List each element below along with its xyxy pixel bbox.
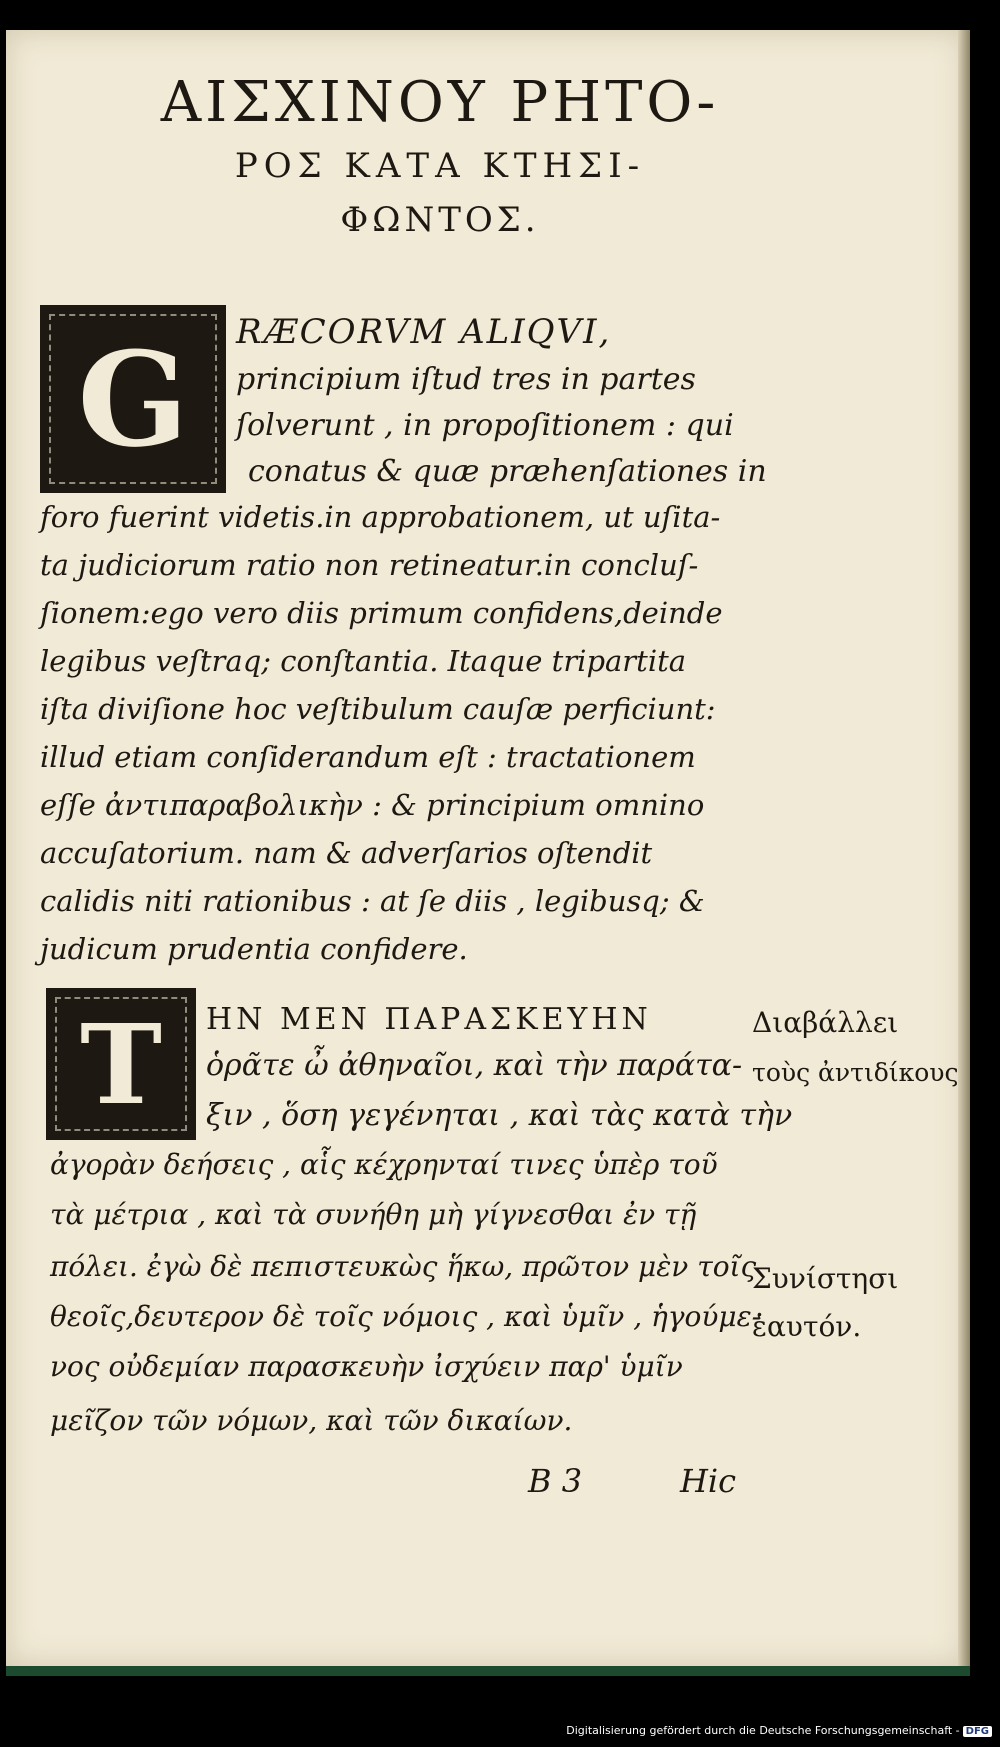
bottom-strip	[6, 1666, 970, 1676]
credit-text: Digitalisierung gefördert durch die Deutsche Forschungsgemeinschaft -	[566, 1724, 960, 1737]
decorated-initial-g	[40, 305, 226, 493]
greek-line: θεοῖς,δευτερον δὲ τοῖς νόμοις , καὶ ὑμῖν , ἡγούμε-	[50, 1300, 762, 1333]
greek-line: ξιν , ὅση γεγένηται , καὶ τὰς κατὰ τὴν	[206, 1098, 793, 1133]
latin-line: foro fuerint videtis.in approbationem, ut uſita-	[40, 500, 721, 534]
signature-mark: B 3	[528, 1462, 583, 1500]
page-edge	[958, 30, 970, 1666]
latin-line: RÆCORVM ALIQVI,	[236, 312, 612, 352]
latin-line: ſolverunt , in propoſitionem : qui	[236, 408, 734, 443]
greek-line: μεῖζον τῶν νόμων, καὶ τῶν δικαίων.	[50, 1404, 573, 1437]
greek-line: νος οὐδεμίαν παρασκευὴν ἰσχύειν παρ' ὑμῖν	[50, 1350, 683, 1383]
title-line-1: ΑΙΣΧΙΝΟΥ ΡΗΤΟ-	[160, 70, 720, 135]
latin-line: illud etiam conſiderandum eſt : tractationem	[40, 740, 696, 774]
latin-line: calidis niti rationibus : at ſe diis , legibusq; &	[40, 884, 705, 918]
latin-line: principium iſtud tres in partes	[236, 362, 696, 397]
initial-letter: T	[80, 999, 162, 1129]
greek-line: ΗΝ ΜΕΝ ΠΑΡΑΣΚΕΥΗΝ	[206, 1002, 652, 1037]
initial-letter: G	[77, 322, 189, 476]
margin-note: τοὺς ἀντιδίκους	[752, 1058, 959, 1087]
latin-line: conatus & quæ præhenſationes in	[248, 454, 767, 489]
title-line-2: ΡΟΣ ΚΑΤΑ ΚΤΗΣΙ-	[234, 146, 646, 186]
greek-line: πόλει. ἐγὼ δὲ πεπιστευκὼς ἥκω, πρῶτον μὲν τοῖς	[50, 1250, 757, 1283]
latin-line: accuſatorium. nam & adverſarios oſtendit	[40, 836, 653, 870]
margin-note: ἑαυτόν.	[752, 1310, 862, 1343]
margin-note: Συνίστησι	[752, 1262, 899, 1295]
digitization-credit	[566, 1724, 992, 1737]
latin-line: ſionem:ego vero diis primum confidens,deinde	[40, 596, 723, 630]
catchword: Hic	[680, 1462, 737, 1500]
greek-line: ἀγορὰν δεήσεις , αἷς κέχρηνταί τινες ὑπὲρ τοῦ	[50, 1148, 718, 1181]
latin-line: eſſe ἀντιπαραβολικὴν : & principium omnino	[40, 788, 705, 822]
latin-line: ta judiciorum ratio non retineatur.in concluſ-	[40, 548, 699, 582]
latin-line: iſta diviſione hoc veſtibulum cauſæ perficiunt:	[40, 692, 716, 726]
dfg-logo: DFG	[963, 1726, 992, 1737]
margin-note: Διαβάλλει	[752, 1006, 899, 1039]
greek-line: τὰ μέτρια , καὶ τὰ συνήθη μὴ γίγνεσθαι ἐν τῇ	[50, 1198, 697, 1231]
latin-line: legibus veſtraq; conſtantia. Itaque tripartita	[40, 644, 687, 678]
greek-line: ὁρᾶτε ὦ ἀθηναῖοι, καὶ τὴν παράτα-	[206, 1048, 743, 1083]
decorated-initial-t	[46, 988, 196, 1140]
latin-line: judicum prudentia confidere.	[40, 932, 468, 966]
title-line-3: ΦΩΝΤΟΣ.	[340, 200, 540, 240]
